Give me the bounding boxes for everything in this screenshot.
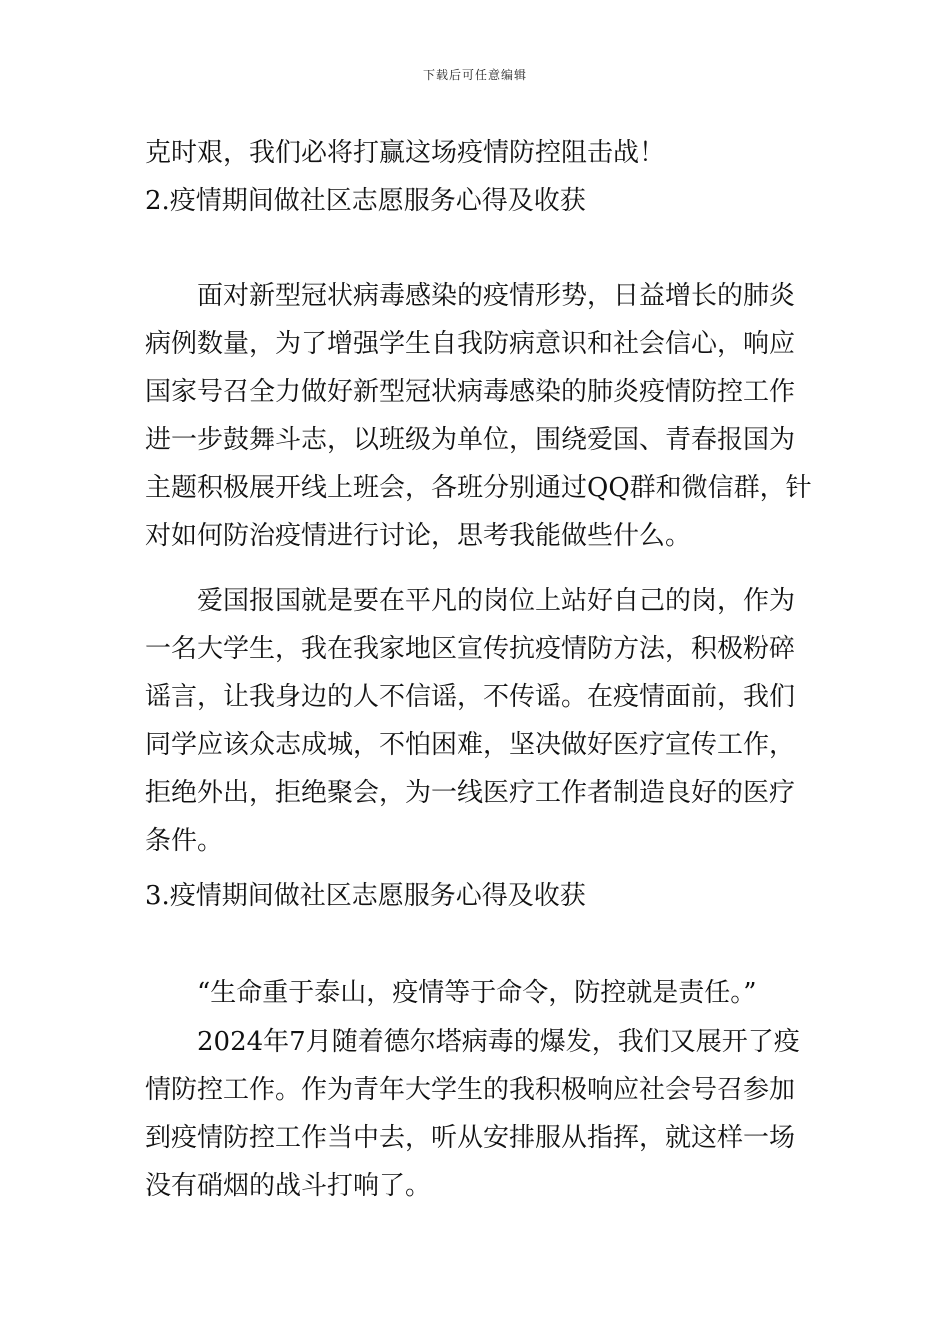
paragraph-1 bbox=[145, 272, 812, 560]
continuation-line bbox=[145, 129, 807, 177]
text-line: 情防控工作。作为青年大学生的我积极响应社会号召参加 bbox=[145, 1075, 796, 1105]
text-line: 到疫情防控工作当中去，听从安排服从指挥，就这样一场 bbox=[145, 1123, 796, 1153]
paragraph-3 bbox=[145, 1018, 807, 1210]
text-line: 拒绝外出，拒绝聚会，为一线医疗工作者制造良好的医疗 bbox=[145, 778, 796, 808]
paragraph-2 bbox=[145, 577, 807, 865]
text-line: 2024年7月随着德尔塔病毒的爆发，我们又展开了疫 bbox=[145, 1027, 800, 1057]
text-line: 一名大学生，我在我家地区宣传抗疫情防方法，积极粉碎 bbox=[145, 634, 796, 664]
text-line: 主题积极展开线上班会，各班分别通过QQ群和微信群，针 bbox=[145, 473, 812, 503]
text-line: 条件。 bbox=[145, 826, 224, 856]
heading-text: 3.疫情期间做社区志愿服务心得及收获 bbox=[145, 881, 586, 911]
text-line: 国家号召全力做好新型冠状病毒感染的肺炎疫情防控工作 bbox=[145, 377, 796, 407]
text-line: 没有硝烟的战斗打响了。 bbox=[145, 1171, 432, 1201]
heading-text: 2.疫情期间做社区志愿服务心得及收获 bbox=[145, 186, 586, 216]
text-line: 同学应该众志成城，不怕困难，坚决做好医疗宣传工作， bbox=[145, 730, 796, 760]
section-heading-3 bbox=[145, 872, 807, 920]
text-line: 对如何防治疫情进行讨论，思考我能做些什么。 bbox=[145, 521, 692, 551]
header-note: 下载后可任意编辑 bbox=[422, 68, 527, 82]
text-line: 克时艰，我们必将打赢这场疫情防控阻击战！ bbox=[145, 138, 666, 168]
text-line: 进一步鼓舞斗志，以班级为单位，围绕爱国、青春报国为 bbox=[145, 425, 796, 455]
text-line: “生命重于泰山，疫情等于命令，防控就是责任。” bbox=[145, 978, 757, 1008]
text-line: 谣言，让我身边的人不信谣，不传谣。在疫情面前，我们 bbox=[145, 682, 796, 712]
section-heading-2 bbox=[145, 177, 807, 225]
text-line: 病例数量，为了增强学生自我防病意识和社会信心，响应 bbox=[145, 329, 796, 359]
quote-line bbox=[145, 969, 807, 1017]
text-line: 面对新型冠状病毒感染的疫情形势，日益增长的肺炎 bbox=[145, 281, 796, 311]
text-line: 爱国报国就是要在平凡的岗位上站好自己的岗，作为 bbox=[145, 586, 796, 616]
